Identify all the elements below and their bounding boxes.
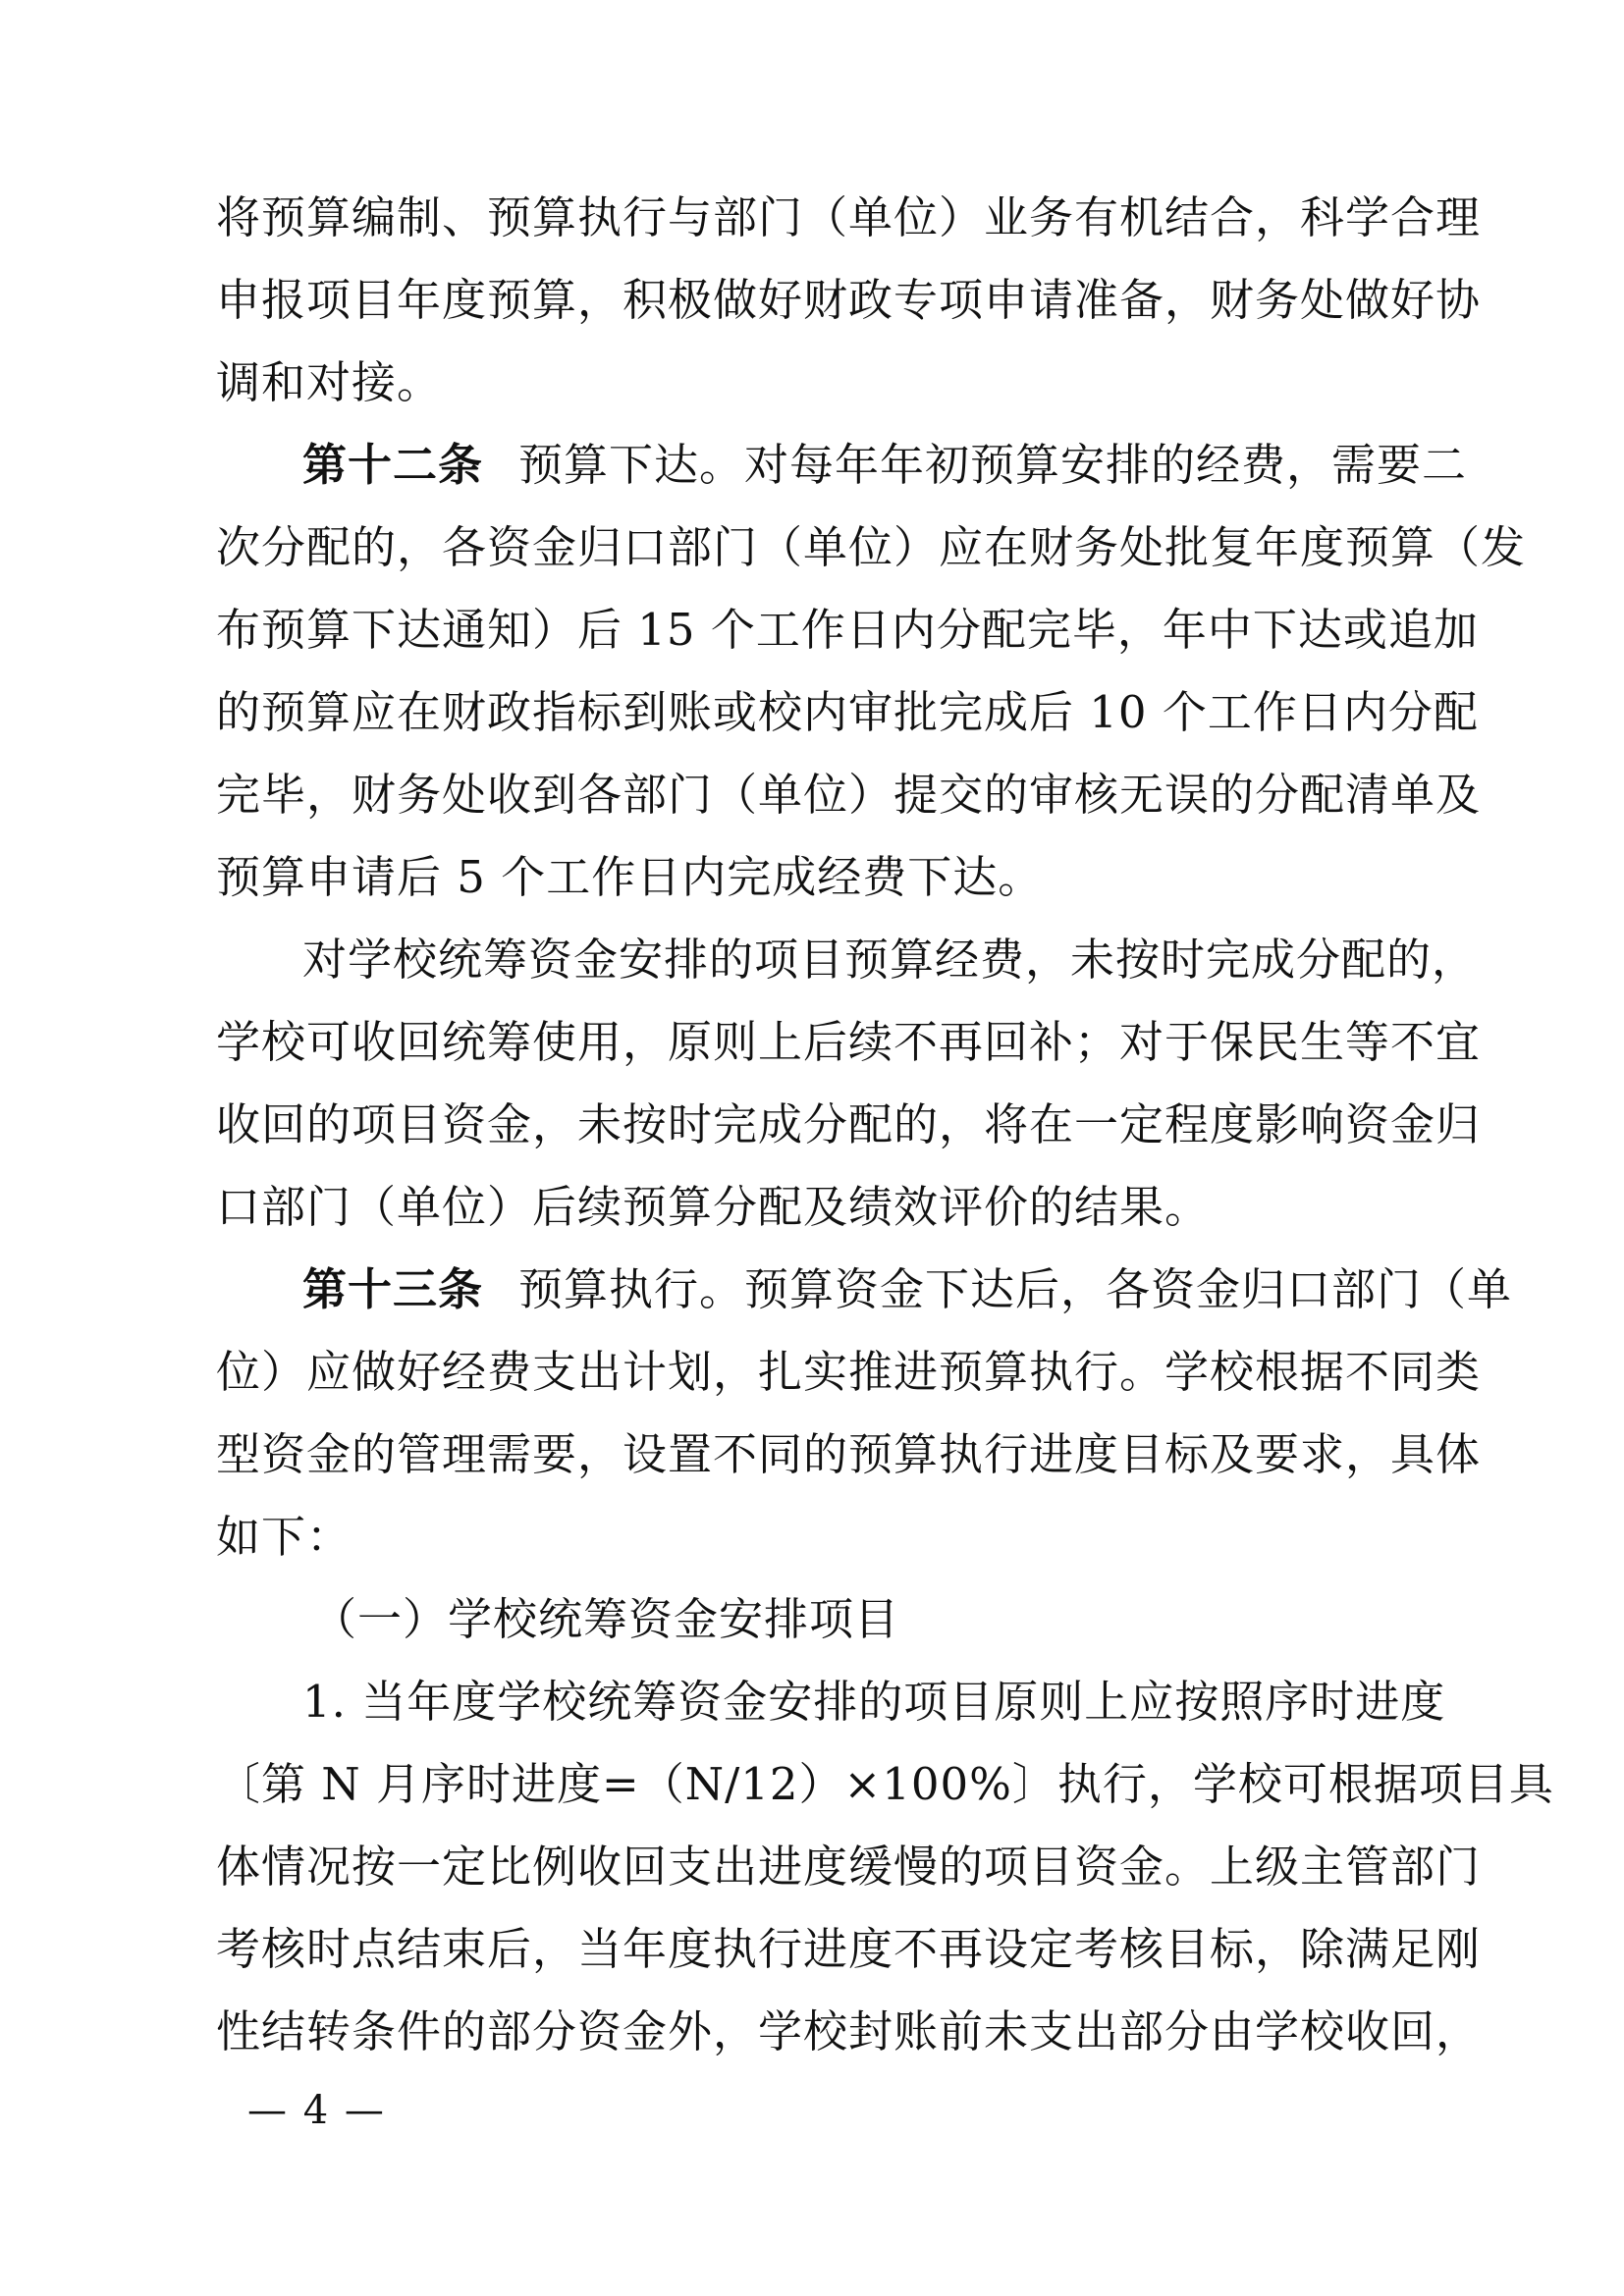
paragraph-line: 完毕，财务处收到各部门（单位）提交的审核无误的分配清单及 <box>216 769 1482 821</box>
paragraph-line: 如下： <box>216 1511 352 1563</box>
paragraph-line: 型资金的管理需要，设置不同的预算执行进度目标及要求，具体 <box>216 1428 1482 1480</box>
article-12-title-text: 预算下达。对每年年初预算安排的经费，需要二 <box>518 439 1468 491</box>
page-number: — 4 — <box>247 2088 386 2133</box>
paragraph-line: 体情况按一定比例收回支出进度缓慢的项目资金。上级主管部门 <box>216 1841 1482 1893</box>
paragraph-line: 口部门（单位）后续预算分配及绩效评价的结果。 <box>216 1181 1211 1233</box>
paragraph-line: 性结转条件的部分资金外，学校封账前未支出部分由学校收回， <box>216 2005 1482 2057</box>
paragraph-line: 对学校统筹资金安排的项目预算经费，未按时完成分配的， <box>302 934 1478 986</box>
article-13-heading: 第十三条 <box>302 1263 484 1315</box>
paragraph-line: 〔第 N 月序时进度=（N/12）×100%〕执行，学校可根据项目具 <box>216 1758 1554 1810</box>
article-13-first-line <box>302 1258 1513 1321</box>
paragraph-line: 的预算应在财政指标到账或校内审批完成后 10 个工作日内分配 <box>216 686 1479 738</box>
paragraph-line: 申报项目年度预算，积极做好财政专项申请准备，财务处做好协 <box>216 274 1482 326</box>
article-12-first-line <box>302 434 1468 497</box>
section-heading: （一）学校统筹资金安排项目 <box>312 1593 900 1645</box>
paragraph-line: 预算申请后 5 个工作日内完成经费下达。 <box>216 851 1044 903</box>
paragraph-line: 考核时点结束后，当年度执行进度不再设定考核目标，除满足刚 <box>216 1923 1482 1975</box>
paragraph-line: 1. 当年度学校统筹资金安排的项目原则上应按照序时进度 <box>302 1676 1446 1728</box>
paragraph-line: 布预算下达通知）后 15 个工作日内分配完毕，年中下达或追加 <box>216 604 1479 656</box>
article-13-title-text: 预算执行。预算资金下达后，各资金归口部门（单 <box>518 1263 1513 1315</box>
paragraph-line: 学校可收回统筹使用，原则上后续不再回补；对于保民生等不宜 <box>216 1016 1482 1068</box>
paragraph-line: 调和对接。 <box>216 356 443 408</box>
article-12-heading: 第十二条 <box>302 439 484 491</box>
paragraph-line: 收回的项目资金，未按时完成分配的，将在一定程度影响资金归 <box>216 1098 1482 1150</box>
paragraph-line: 次分配的，各资金归口部门（单位）应在财务处批复年度预算（发 <box>216 521 1527 573</box>
paragraph-line: 位）应做好经费支出计划，扎实推进预算执行。学校根据不同类 <box>216 1346 1482 1398</box>
paragraph-line: 将预算编制、预算执行与部门（单位）业务有机结合，科学合理 <box>216 191 1482 243</box>
